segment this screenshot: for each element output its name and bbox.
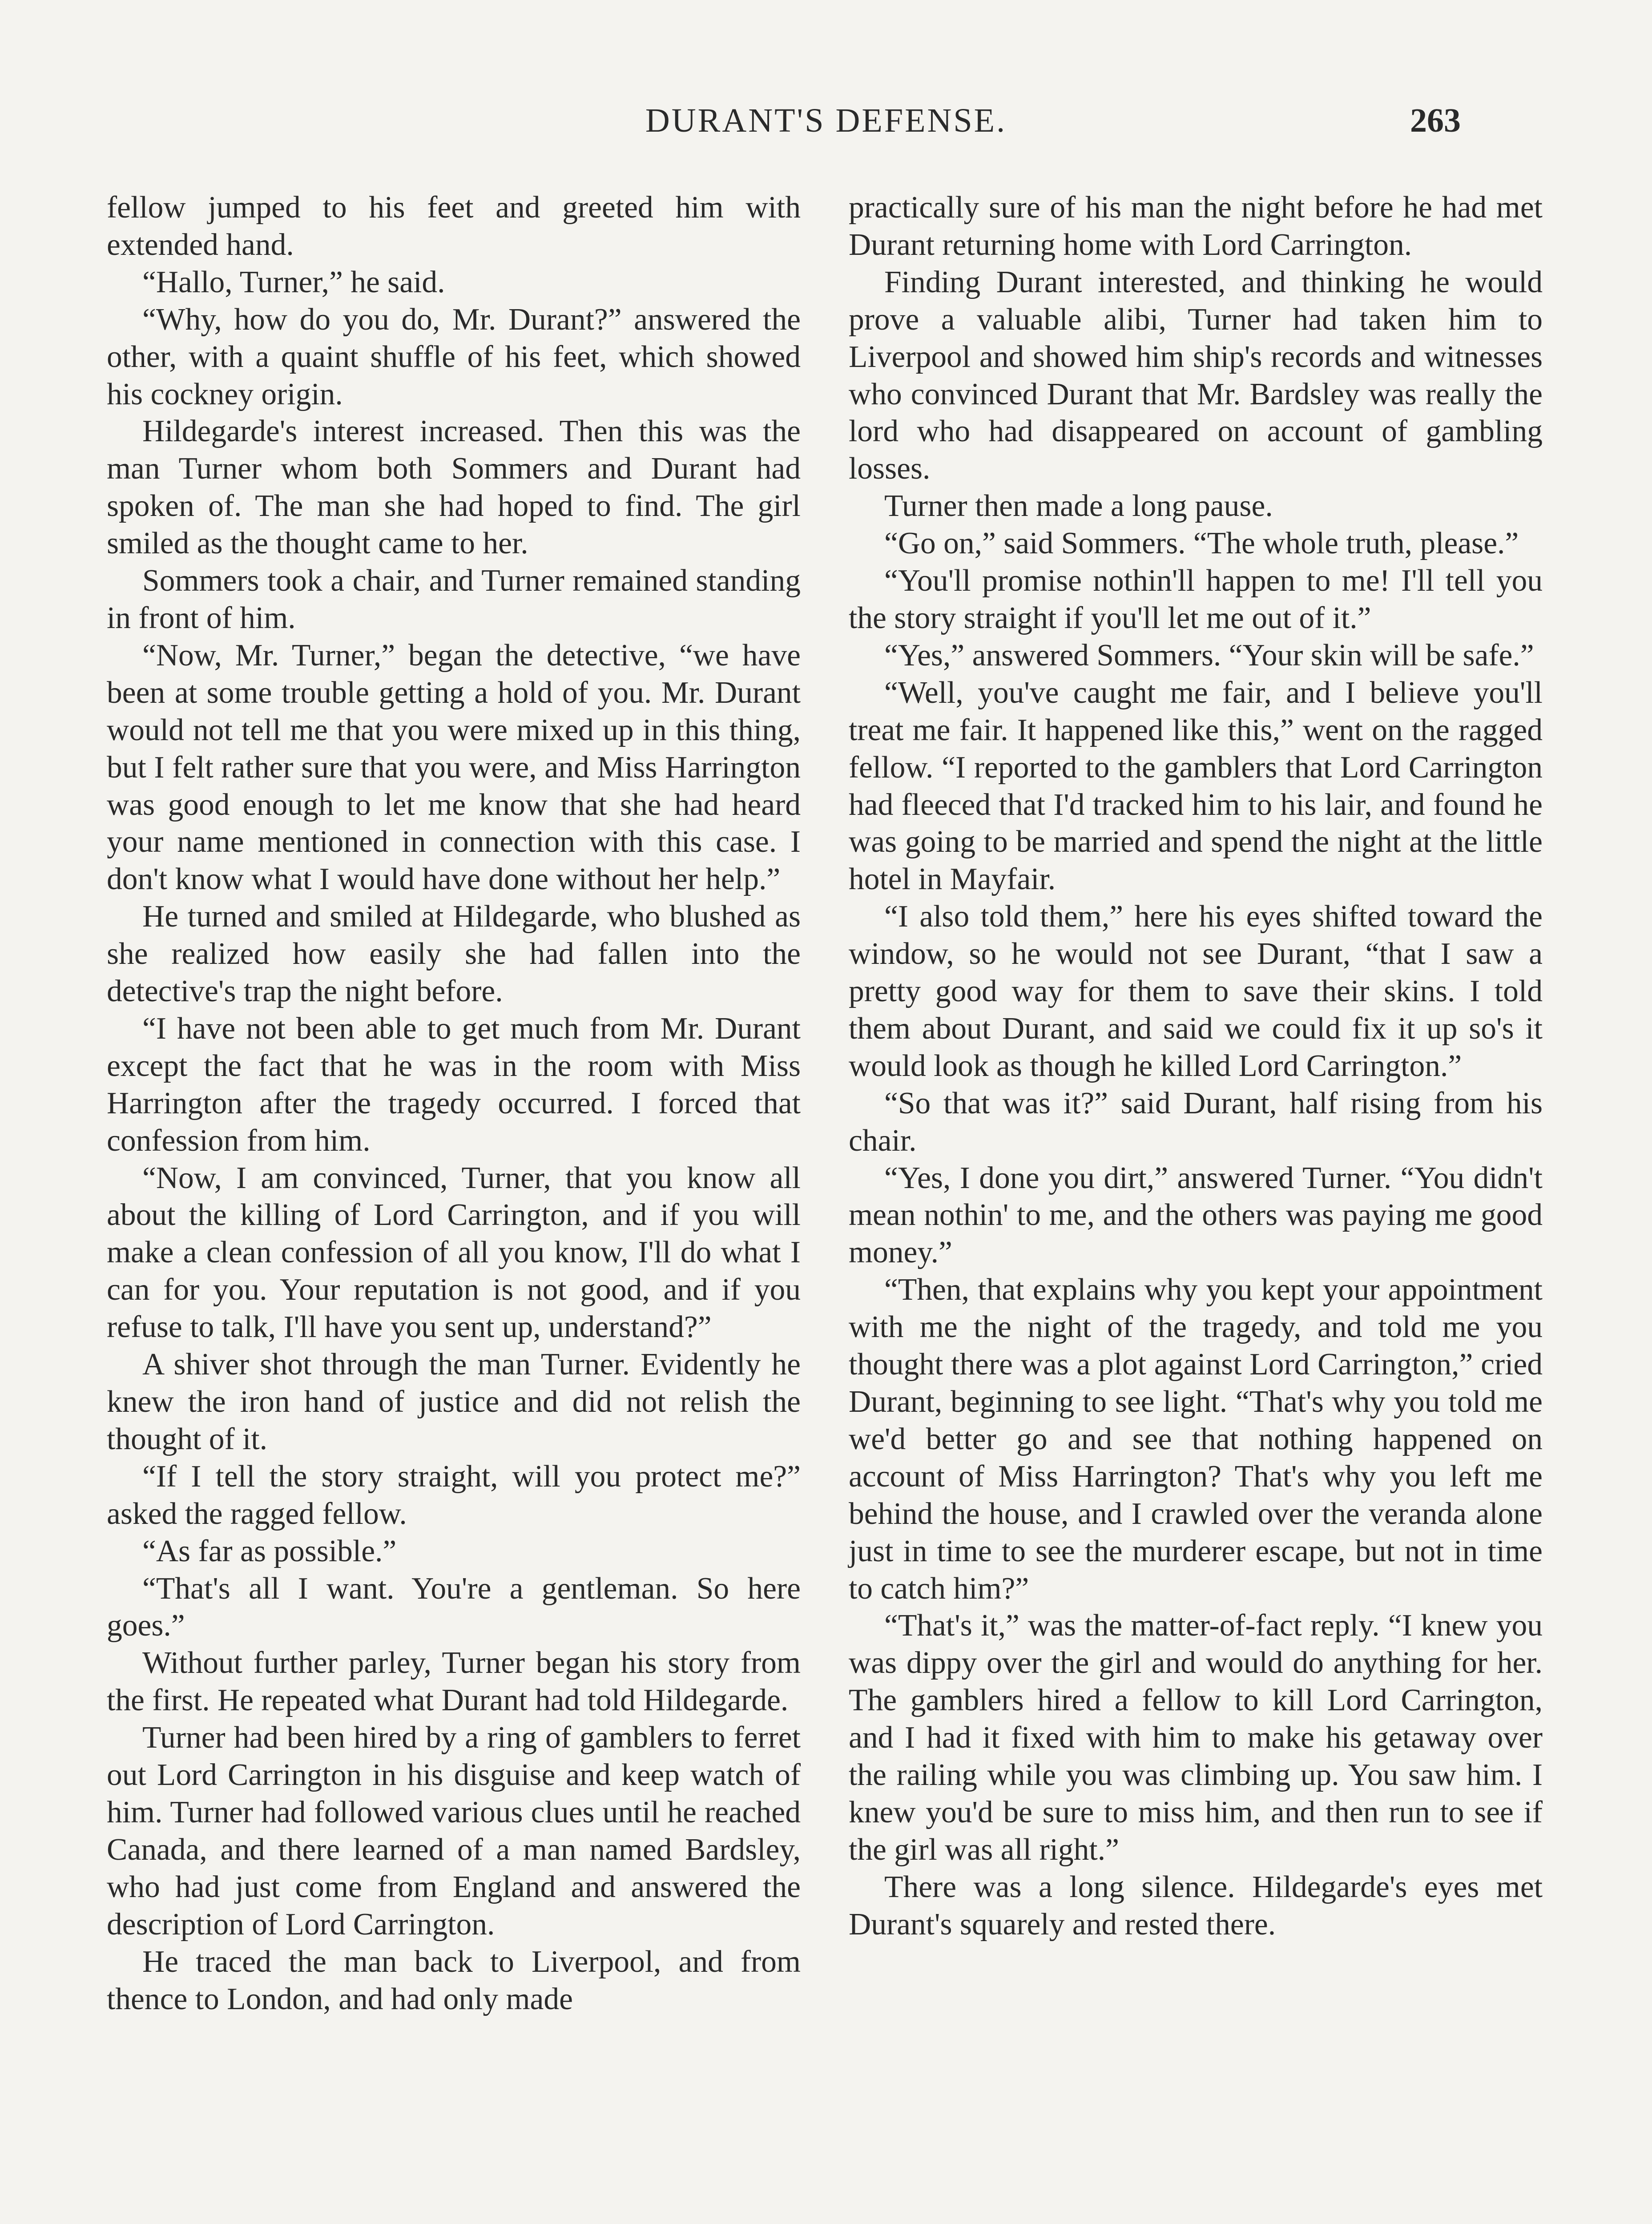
paragraph: Finding Durant interested, and thinking he would prove a valuable alibi, Turner had taken him to Liverpool and showed him ship's records and witnesses who convinced Durant that Mr. Bardsley was really the lord who had disappeared on account of gambling losses. — [849, 265, 1543, 486]
paragraph: Turner had been hired by a ring of gamblers to ferret out Lord Carrington in his disguise and keep watch of him. Turner had followed various clues until he reached Canada, and there learned of a man named Bardsley, who had just come from England and answered the description of Lord Carrington. — [107, 1720, 801, 1942]
page-number: 263 — [1410, 102, 1461, 139]
paragraph: “So that was it?” said Durant, half rising from his chair. — [849, 1086, 1543, 1158]
left-text-column — [107, 189, 801, 2018]
page-header — [89, 101, 1563, 150]
paragraph: “I have not been able to get much from Mr. Durant except the fact that he was in the room with Miss Harrington after the tragedy occurred. I forced that confession from him. — [107, 1011, 801, 1158]
paragraph: “As far as possible.” — [142, 1534, 397, 1568]
paragraph: He traced the man back to Liverpool, and from thence to London, and had only made — [107, 1944, 801, 2016]
paragraph: “Now, Mr. Turner,” began the detective, “we have been at some trouble getting a hold of you. Mr. Durant would not tell me that you were mixed up in this thing, but I felt rather sure that you were, and Miss Harrington was good enough to let me know that she had heard your name mentioned in connection with this case. I don't know what I would have done without her help.” — [107, 638, 801, 897]
paragraph: “That's all I want. You're a gentleman. So here goes.” — [107, 1571, 801, 1643]
paragraph: “Yes, I done you dirt,” answered Turner. “You didn't mean nothin' to me, and the others was paying me good money.” — [849, 1160, 1543, 1270]
paragraph: “I also told them,” here his eyes shifted toward the window, so he would not see Durant, “that I saw a pretty good way for them to save their skins. I told them about Durant, and said we could fix it up so's it would look as though he killed Lord Carrington.” — [849, 899, 1543, 1083]
paragraph: “You'll promise nothin'll happen to me! I'll tell you the story straight if you'll let me out of it.” — [849, 564, 1543, 635]
paragraph: “Hallo, Turner,” he said. — [142, 265, 445, 299]
paragraph: Hildegarde's interest increased. Then this was the man Turner whom both Sommers and Durant had spoken of. The man she had hoped to find. The girl smiled as the thought came to her. — [107, 414, 801, 561]
paragraph: “Then, that explains why you kept your appointment with me the night of the tragedy, and told me you thought there was a plot against Lord Carrington,” cried Durant, beginning to see light. “That's why you told me we'd better go and see that nothing happened on account of Miss Harrington? That's why you left me behind the house, and I crawled over the veranda alone just in time to see the murderer escape, but not in time to catch him?” — [849, 1273, 1543, 1606]
paragraph: A shiver shot through the man Turner. Evidently he knew the iron hand of justice and did not relish the thought of it. — [107, 1347, 801, 1456]
paragraph: “That's it,” was the matter-of-fact reply. “I knew you was dippy over the girl and would do anything for her. The gamblers hired a fellow to kill Lord Carrington, and I had it fixed with him to make his getaway over the railing while you was climbing up. You saw him. I knew you'd be sure to miss him, and then run to see if the girl was all right.” — [849, 1608, 1543, 1867]
paragraph: Sommers took a chair, and Turner remained standing in front of him. — [107, 564, 801, 635]
paragraph: “Well, you've caught me fair, and I believe you'll treat me fair. It happened like this,” went on the ragged fellow. “I reported to the gamblers that Lord Carrington had fleeced that I'd tracked him to his lair, and found he was going to be married and spend the night at the little hotel in Mayfair. — [849, 675, 1543, 897]
paragraph: “Go on,” said Sommers. “The whole truth, please.” — [884, 526, 1519, 561]
paragraph: “Now, I am convinced, Turner, that you know all about the killing of Lord Carrington, and if you will make a clean confession of all you know, I'll do what I can for you. Your reputation is not good, and if you refuse to talk, I'll have you sent up, understand?” — [107, 1160, 801, 1345]
paragraph: “If I tell the story straight, will you protect me?” asked the ragged fellow. — [107, 1459, 801, 1531]
right-text-column — [849, 189, 1543, 1943]
paragraph: fellow jumped to his feet and greeted him with extended hand. — [107, 190, 801, 262]
paragraph: “Yes,” answered Sommers. “Your skin will be safe.” — [884, 638, 1534, 673]
paragraph: Without further parley, Turner began his story from the first. He repeated what Durant had told Hildegarde. — [107, 1646, 801, 1718]
paragraph: There was a long silence. Hildegarde's eyes met Durant's squarely and rested there. — [849, 1869, 1543, 1942]
paragraph: practically sure of his man the night before he had met Durant returning home with Lord Carrington. — [849, 190, 1543, 262]
paragraph: “Why, how do you do, Mr. Durant?” answered the other, with a quaint shuffle of his feet, which showed his cockney origin. — [107, 302, 801, 411]
running-title: DURANT'S DEFENSE. — [645, 102, 1007, 139]
paragraph: He turned and smiled at Hildegarde, who blushed as she realized how easily she had fallen into the detective's trap the night before. — [107, 899, 801, 1009]
paragraph: Turner then made a long pause. — [884, 489, 1273, 524]
